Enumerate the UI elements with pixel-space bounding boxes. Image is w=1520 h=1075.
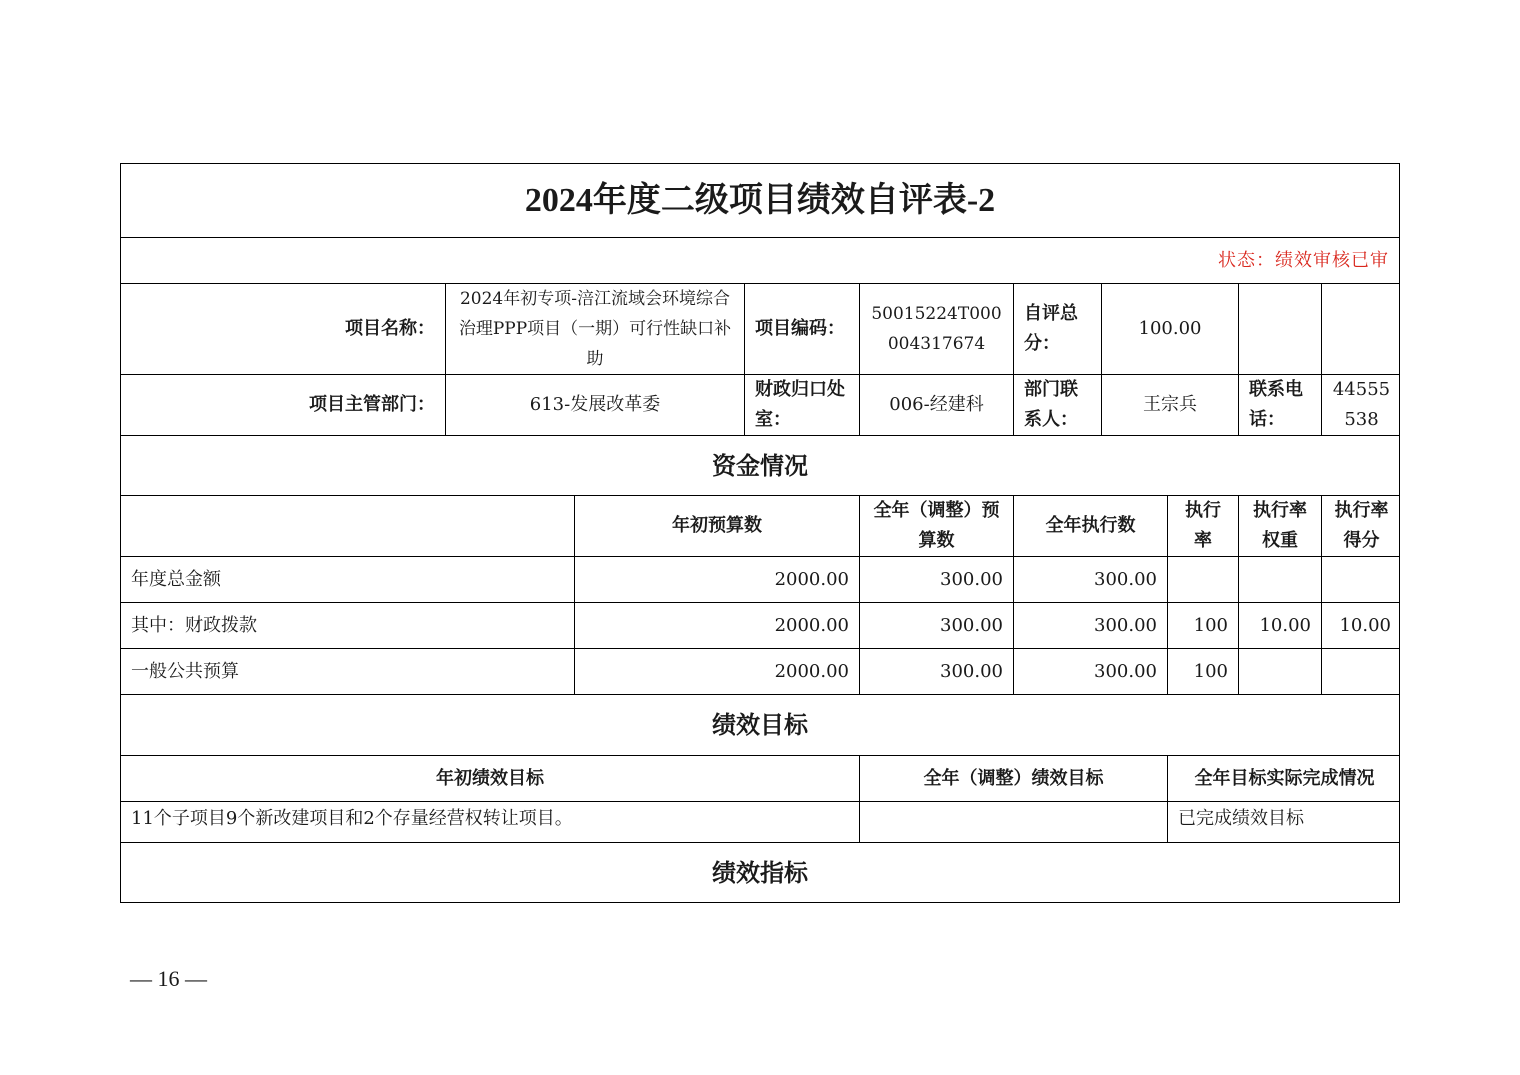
project-name-label: 项目名称： [345, 318, 435, 339]
project-info-row-1 [121, 283, 1399, 374]
project-name-value: 2024年初专项-涪江流域会环境综合治理PPP项目（一期）可行性缺口补助 [445, 284, 744, 374]
funds-section-row [121, 435, 1399, 495]
funds-executed: 300.00 [1013, 603, 1167, 648]
goals-header-adjusted: 全年（调整）绩效目标 [859, 756, 1167, 801]
funds-header-blank [121, 496, 574, 556]
page-number: — 16 — [130, 966, 207, 991]
funds-initial-budget: 2000.00 [574, 557, 859, 602]
contact-label: 部门联系人： [1013, 375, 1101, 435]
project-code-label: 项目编码： [744, 284, 859, 374]
funds-header-adjusted-budget: 全年（调整）预算数 [859, 496, 1013, 556]
funds-exec-rate: 100 [1167, 603, 1238, 648]
funds-initial-budget: 2000.00 [574, 603, 859, 648]
funds-adjusted-budget: 300.00 [859, 557, 1013, 602]
phone-value: 44555538 [1321, 375, 1401, 435]
funds-row-label: 一般公共预算 [131, 660, 239, 682]
goals-completion-text: 已完成绩效目标 [1167, 802, 1401, 842]
funds-exec-weight: 10.00 [1238, 603, 1321, 648]
self-score-label: 自评总分： [1013, 284, 1101, 374]
indicators-section-title: 绩效指标 [712, 858, 808, 887]
goals-header-row [121, 755, 1399, 801]
status-row [121, 237, 1399, 283]
funds-header-exec-score: 执行率得分 [1321, 496, 1401, 556]
goals-header-completion: 全年目标实际完成情况 [1167, 756, 1401, 801]
self-evaluation-table [120, 163, 1400, 903]
goals-adjusted-text [859, 802, 1167, 842]
finance-office-label: 财政归口处室： [744, 375, 859, 435]
project-code-value: 50015224T000004317674 [859, 284, 1013, 374]
indicators-section-row [121, 842, 1399, 902]
table-row [121, 801, 1399, 842]
title-row [121, 164, 1399, 237]
funds-exec-weight [1238, 557, 1321, 602]
funds-executed: 300.00 [1013, 557, 1167, 602]
funds-header-executed: 全年执行数 [1013, 496, 1167, 556]
dept-label: 项目主管部门： [309, 394, 435, 415]
funds-initial-budget: 2000.00 [574, 649, 859, 694]
funds-adjusted-budget: 300.00 [859, 603, 1013, 648]
funds-header-initial-budget: 年初预算数 [574, 496, 859, 556]
funds-exec-score [1321, 649, 1401, 694]
finance-office-value: 006-经建科 [859, 375, 1013, 435]
contact-value: 王宗兵 [1101, 375, 1238, 435]
funds-header-exec-weight: 执行率权重 [1238, 496, 1321, 556]
self-score-value: 100.00 [1101, 284, 1238, 374]
dept-value: 613-发展改革委 [445, 375, 744, 435]
funds-exec-rate: 100 [1167, 649, 1238, 694]
goals-initial-text: 11个子项目9个新改建项目和2个存量经营权转让项目。 [131, 808, 573, 829]
empty-cell [1321, 284, 1401, 374]
funds-exec-weight [1238, 649, 1321, 694]
funds-exec-rate [1167, 557, 1238, 602]
funds-header-exec-rate: 执行率 [1167, 496, 1238, 556]
funds-section-title: 资金情况 [712, 451, 808, 480]
phone-label: 联系电话： [1238, 375, 1321, 435]
empty-cell [1238, 284, 1321, 374]
table-row [121, 648, 1399, 694]
status-text: 状态：绩效审核已审 [1218, 249, 1389, 271]
funds-executed: 300.00 [1013, 649, 1167, 694]
funds-exec-score [1321, 557, 1401, 602]
funds-exec-score: 10.00 [1321, 603, 1401, 648]
funds-header-row [121, 495, 1399, 556]
table-row [121, 602, 1399, 648]
funds-row-label: 年度总金额 [131, 568, 221, 590]
project-info-row-2 [121, 374, 1399, 435]
funds-row-label: 其中：财政拨款 [131, 614, 257, 636]
goals-section-title: 绩效目标 [712, 711, 808, 739]
goals-section-row [121, 694, 1399, 755]
funds-adjusted-budget: 300.00 [859, 649, 1013, 694]
table-title: 2024年度二级项目绩效自评表-2 [524, 181, 996, 219]
goals-header-initial: 年初绩效目标 [436, 767, 544, 789]
table-row [121, 556, 1399, 602]
